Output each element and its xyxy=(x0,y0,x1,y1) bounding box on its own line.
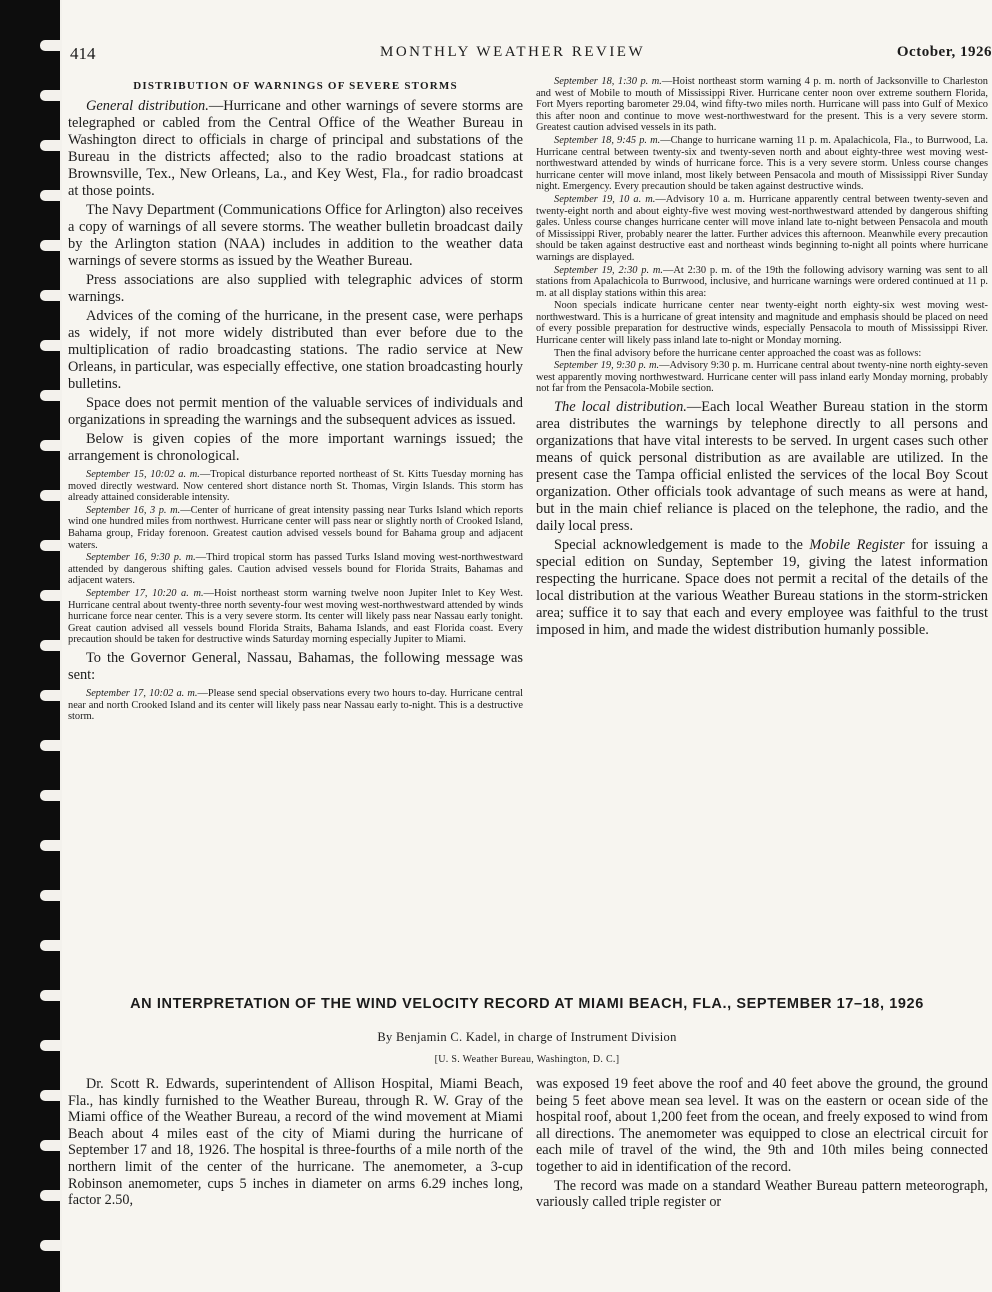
running-head xyxy=(62,44,992,66)
warning-text: —Third tropical storm has passed Turks Island moving west-northwestward attended by dangerous shifting gales. Caution advised vessels bound for Florida Straits, Bahamas and adjacent waters. xyxy=(68,552,523,587)
warning-entry xyxy=(68,469,523,504)
paragraph-text: for issuing a special edition on Sunday, September 19, giving the latest information respecting the hurricane. Space does not permit a recital of the details of the local distribution at the various Weather Bureau stations in the storm-stricken area; suffice it to say that each and every employee was faithful to the trust imposed in him, and made the widest distribution humanly possible. xyxy=(536,537,988,639)
paragraph: Dr. Scott R. Edwards, superintendent of Allison Hospital, Miami Beach, Fla., has kindly furnished to the Weather Bureau, through R. W. Gray of the Miami office of the Weather Bureau, a record of the wind movement at Miami Beach about 4 miles east of the city of Miami during the hurricane of September 17 and 18, 1926. The hospital is three-fourths of a mile north of the northern limit of the center of the hurricane. The anemometer, a 3-cup Robinson anemometer, cups 5 inches in diameter on arms 6.29 inches long, factor 2.50, xyxy=(68,1076,523,1209)
article-title: AN INTERPRETATION OF THE WIND VELOCITY RECORD AT MIAMI BEACH, FLA., SEPTEMBER 17–18, 1926 xyxy=(130,996,924,1012)
paragraph: Below is given copies of the more important warnings issued; the arrangement is chronological. xyxy=(68,431,523,464)
warning-date: September 16, 9:30 p. m. xyxy=(86,552,196,564)
paragraph xyxy=(68,98,523,200)
warning-entry xyxy=(536,76,988,134)
journal-title: MONTHLY WEATHER REVIEW xyxy=(380,44,646,60)
paragraph xyxy=(536,537,988,639)
warning-date: September 19, 2:30 p. m. xyxy=(554,264,663,276)
paragraph xyxy=(536,399,988,535)
section-heading: DISTRIBUTION OF WARNINGS OF SEVERE STORMS xyxy=(133,80,458,92)
warning-text: —Change to hurricane warning 11 p. m. Apalachicola, Fla., to Burrwood, La. Hurricane central between twenty-six and twenty-seven north and about eighty-three west moving west-northwestward attended by winds of hurricane force. This is a very severe storm. Unless course changes hurricane center will move inland, most likely between Pensacola and mouth of Mississippi River Sunday night. Emergency. Every precaution should be taken against destructive winds. xyxy=(536,134,988,193)
paragraph: The record was made on a standard Weather Bureau pattern meteorograph, variously called triple register or xyxy=(536,1177,988,1211)
warning-entry xyxy=(68,505,523,551)
page-number: 414 xyxy=(70,44,96,63)
warning-date: September 19, 10 a. m. xyxy=(554,193,656,205)
run-in-label: General distribution. xyxy=(86,98,209,114)
run-in-label: The local distribution. xyxy=(554,399,687,416)
newspaper-name: Mobile Register xyxy=(809,537,905,554)
paragraph: Space does not permit mention of the valuable services of individuals and organizations in spreading the warnings and the subsequent advices as issued. xyxy=(68,395,523,428)
article-right-column xyxy=(536,1076,988,1211)
warning-entry xyxy=(68,588,523,646)
warning-date: September 18, 9:45 p. m. xyxy=(554,134,661,146)
warning-text: —Center of hurricane of great intensity passing near Turks Island which reports wind one hundred miles from northwest. Hurricane center will pass near or slightly north of Crooked Island, Bahama group, Friday forenoon. Greatest caution advised vessels bound for Bahama group and adjacent waters. xyxy=(68,504,523,551)
warning-entry xyxy=(68,552,523,587)
paragraph-text: —Hurricane and other warnings of severe storms are telegraphed or cabled from the Central Office of the Weather Bureau in Washington direct to officials in charge of principal and substations of the Bureau in the districts affected; also to the radio broadcast stations at Brownsville, Tex., New Orleans, La., and Key West, Fla., for radio broadcast at those points. xyxy=(68,98,523,199)
byline: By Benjamin C. Kadel, in charge of Instrument Division xyxy=(377,1030,677,1044)
spiral-binding xyxy=(0,0,60,1292)
paragraph-text: Special acknowledgement is made to the xyxy=(554,537,810,554)
warning-date: September 16, 3 p. m. xyxy=(86,504,181,516)
warning-text: —Advisory 9:30 p. m. Hurricane central about twenty-nine north eighty-seven west apparently moving northwestward. Hurricane center will pass inland early Monday morning, probably not far from the Pensacola-Mobile section. xyxy=(536,360,988,395)
warning-entry xyxy=(536,360,988,395)
warning-date: September 17, 10:20 a. m. xyxy=(86,587,204,599)
warning-entry xyxy=(536,194,988,264)
paragraph: The Navy Department (Communications Office for Arlington) also receives a copy of warnings of all severe storms. The weather bulletin broadcast daily by the Arlington station (NAA) includes in addition to the weather data warnings of severe storms as issued by the Weather Bureau. xyxy=(68,202,523,269)
warning-entry xyxy=(68,688,523,723)
warning-date: September 19, 9:30 p. m. xyxy=(554,360,660,372)
warning-text: —Please send special observations every two hours to-day. Hurricane central near and north Crooked Island and its center will likely pass near Nassau early to-night. This is a destructive storm. xyxy=(68,687,524,723)
right-column xyxy=(536,76,988,639)
warning-text: —Advisory 10 a. m. Hurricane apparently central between twenty-seven and twenty-eight north and about eighty-five west moving west-northwestward attended by dangerous shifting gales. Unless course changes hurricane center will move inland late to-night between Pensacola and mouth of Mississippi River, probably nearer the latter. Further advices this afternoon. Meanwhile every precaution should be taken against destructive east and northeast winds beginning to-night all points where hurricane warnings are displayed. xyxy=(536,193,988,263)
warning-entry xyxy=(536,265,988,300)
issue-date: October, 1926 xyxy=(896,44,992,60)
warning-date: September 18, 1:30 p. m. xyxy=(554,76,662,87)
warning-text: —Hoist northeast storm warning 4 p. m. north of Jacksonville to Charleston and west of Mobile to mouth of Mississippi River. Hurricane center noon over extreme southern Florida, Fort Myers reporting barometer 29.04, wind fifty-two miles north. Hurricane will pass into Gulf of Mexico this after noon and continue to move west-northwestward for the present. This is a very severe storm. Greatest caution advised vessels in its path. xyxy=(536,76,988,134)
warning-text: —Hoist northeast storm warning twelve noon Jupiter Inlet to Key West. Hurricane central about twenty-three north seventy-four west moving west-northwestward attended by winds hurricane force near center. This is a very severe storm. Its center will likely pass near Nassau early tonight. Great caution advised all vessels bound Florida Straits, Bahama Islands, and east Florida coast. Every precaution should be taken for destructive winds Saturday morning especially Jupiter to Miami. xyxy=(68,587,523,646)
left-column xyxy=(68,78,523,723)
warning-entry: Then the final advisory before the hurricane center approached the coast was as follows: xyxy=(554,347,922,359)
warning-entry: Noon specials indicate hurricane center near twenty-eight north eighty-six west moving west-northwestward. This is a hurricane of great intensity and magnitude and emphasis should be placed on need of every possible preparation for destructive winds, especially Pensacola to mouth of Mississippi River. Hurricane center will likely pass inland late to-night or Monday morning. xyxy=(536,300,988,347)
warning-text: —Tropical disturbance reported northeast of St. Kitts Tuesday morning has moved directly westward. Now centered short distance north St. Thomas, Virgin Islands. This storm has already attained considerable intensity. xyxy=(68,469,523,504)
paragraph: Press associations are also supplied with telegraphic advices of storm warnings. xyxy=(68,272,523,305)
paragraph: Advices of the coming of the hurricane, in the present case, were perhaps as widely, if not more widely distributed than ever before due to the multiplication of radio broadcasting stations. The radio service at New Orleans, in particular, was especially effective, one station broadcasting hourly bulletins. xyxy=(68,308,523,392)
warning-date: September 15, 10:02 a. m. xyxy=(86,469,200,480)
article-left-column xyxy=(68,1076,523,1209)
paragraph-text: —Each local Weather Bureau station in the storm area distributes the warnings by telephone directly to all persons and organizations that have vital interests to be served. In urgent cases such other means of quick personal distribution as are available are utilized. In the present case the Tampa official enlisted the services of the local Boy Scout organization. Other officials took advantage of such means as were at hand, but in the main chief reliance is placed on the telephone, the radio, and the daily local press. xyxy=(536,399,988,535)
paragraph: was exposed 19 feet above the roof and 40 feet above the ground, the ground being 5 feet above mean sea level. It was on the eastern or ocean side of the hospital roof, about 1,200 feet from the ocean, and freely exposed to wind from all directions. The anemometer was equipped to close an electrical circuit for each mile of travel of the wind, the 9th and 10th miles being connected together to aid in identification of the record. xyxy=(536,1076,988,1175)
affiliation: [U. S. Weather Bureau, Washington, D. C.] xyxy=(434,1054,620,1065)
warning-date: September 17, 10:02 a. m. xyxy=(86,687,198,699)
warning-entry xyxy=(536,135,988,193)
page xyxy=(62,0,992,1292)
paragraph: To the Governor General, Nassau, Bahamas, the following message was sent: xyxy=(68,649,523,683)
warning-text: —At 2:30 p. m. of the 19th the following advisory warning was sent to all stations from Apalachicola to Burrwood, inclusive, and hurricane warnings were ordered continued at 11 p. m. at all display stations within this area: xyxy=(536,264,988,299)
